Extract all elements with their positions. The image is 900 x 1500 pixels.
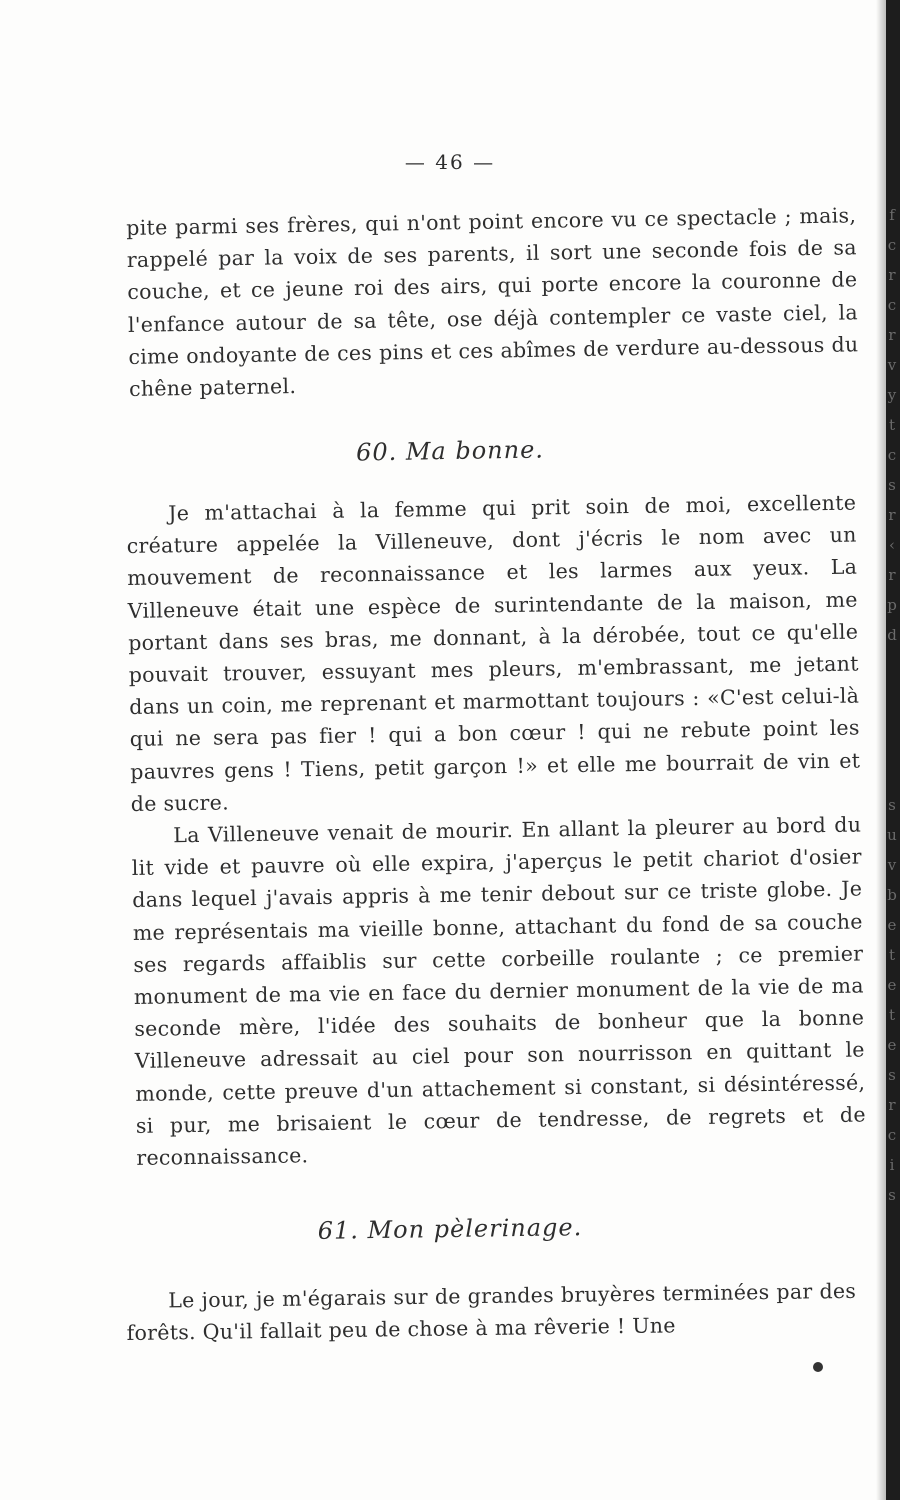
edge-letter: r (888, 266, 896, 284)
paragraph: Le jour, je m'égarais sur de grandes bruyères terminées par des forêts. Qu'il fallait peu de chose à ma rêverie ! Une (126, 1278, 857, 1346)
intro-paragraph-block (126, 199, 859, 405)
section-body-ma-bonne (126, 487, 867, 1175)
edge-letter: s (888, 1186, 896, 1204)
edge-letter: s (888, 1066, 896, 1084)
edge-letter: c (887, 1126, 897, 1144)
edge-letter: d (887, 626, 897, 644)
edge-letter: ‹ (889, 536, 895, 554)
edge-letter: r (888, 1096, 896, 1114)
edge-letter: c (887, 446, 897, 464)
edge-letter: r (888, 566, 896, 584)
ink-speck (813, 1362, 823, 1372)
edge-letter: s (888, 796, 896, 814)
page-fold-shadow (876, 0, 886, 1500)
edge-letter: e (887, 916, 897, 934)
edge-letter: s (888, 476, 896, 494)
edge-letter: v (887, 356, 897, 374)
page-number: — 46 — (404, 150, 496, 174)
paragraph: Je m'attachai à la femme qui prit soin de moi, excellente créature appelée la Villeneuve, dont j'écris le nom avec un mouvement de reconnaissance et les larmes aux yeux. La Villeneuve était une espèce de surintendante de la maison, me portant dans ses bras, me donnant, à la dérobée, tout ce qu'elle pouvait trouver, essuyant mes pleurs, m'embrassant, me jetant dans un coin, me reprenant et marmottant toujours : «C'est celui-là qui ne sera pas fier ! qui a bon cœur ! qui ne rebute point les pauvres gens ! Tiens, petit garçon !» et elle me bourrait de vin et de sucre. (126, 490, 861, 816)
edge-letter: b (887, 886, 897, 904)
section-body-mon-pelerinage (126, 1275, 857, 1350)
edge-letter: r (888, 326, 896, 344)
edge-letter: v (887, 856, 897, 874)
edge-letter: y (887, 386, 897, 404)
edge-letter: c (887, 236, 897, 254)
edge-letter: f (889, 206, 895, 224)
next-page-edge-letters (886, 200, 898, 1210)
edge-letter: t (888, 946, 896, 964)
section-heading-ma-bonne: 60. Ma bonne. (355, 435, 545, 467)
edge-letter: p (887, 596, 897, 614)
intro-paragraph: pite parmi ses frères, qui n'ont point encore vu ce spectacle ; mais, rappelé par la voix de ses parents, il sort une seconde fois de sa couche, et ce jeune roi des airs, qui porte encore la couronne de l'enfance autour de sa tête, ose déjà contempler ce vaste ciel, la cime ondoyante de ces pins et ces abîmes de verdure au-dessous du chêne paternel. (126, 203, 859, 401)
edge-letter: t (888, 1006, 896, 1024)
edge-letter: t (888, 416, 896, 434)
edge-letter: u (887, 826, 897, 844)
edge-letter: c (887, 296, 897, 314)
section-heading-mon-pelerinage: 61. Mon pèlerinage. (317, 1213, 583, 1245)
edge-letter: i (889, 1156, 895, 1174)
edge-letter: r (888, 506, 896, 524)
edge-letter: e (887, 1036, 897, 1054)
edge-letter: e (887, 976, 897, 994)
paragraph: La Villeneuve venait de mourir. En allant la pleurer au bord du lit vide et pauvre où elle expira, j'aperçus le petit chariot d'osier dans lequel j'avais appris à me tenir debout sur ce triste globe. Je me représentais ma vieille bonne, attachant du fond de sa couche ses regards affaiblis sur cette corbeille roulante ; ce premier monument de ma vie en face du dernier monument de la vie de ma seconde mère, l'idée des souhaits de bonheur que la bonne Villeneuve adressait au ciel pour son nourrisson en quittant le monde, cette preuve d'un attachement si constant, si désintéressé, si pur, me brisaient le cœur de tendresse, de regrets et de reconnaissance. (131, 812, 866, 1170)
